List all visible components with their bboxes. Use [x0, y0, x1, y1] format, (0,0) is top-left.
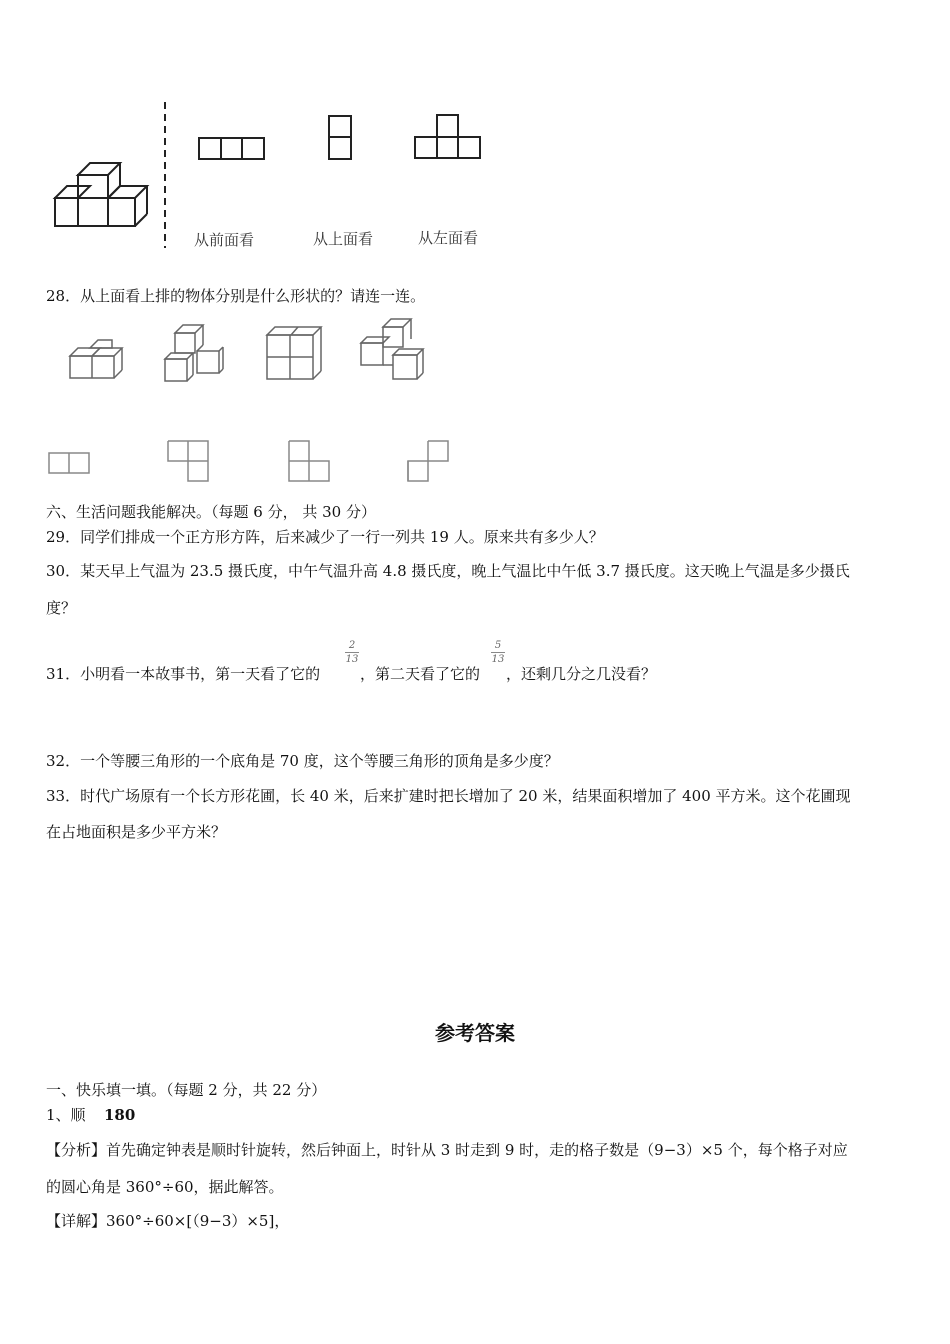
left-view-label: 从左面看	[418, 229, 479, 247]
front-view-figure	[198, 137, 266, 161]
top-view-label: 从上面看	[313, 230, 374, 248]
shape-option-4	[407, 438, 451, 484]
answers-title: 参考答案	[435, 1021, 515, 1045]
analysis-line2: 的圆心角是 360°÷60，据此解答。	[46, 1178, 284, 1196]
question-31-part2: ，第二天看了它的	[360, 665, 481, 683]
analysis-line1: 【分析】首先确定钟表是顺时针旋转，然后钟面上，时针从 3 时走到 9 时，走的格子数是（9−3）×5 个，每个格子对应	[46, 1141, 848, 1159]
shape-option-1	[48, 451, 92, 475]
question-31-part1: 31．小明看一本故事书，第一天看了它的	[46, 665, 321, 683]
solid-figure-1	[68, 338, 124, 380]
fraction-5-13	[491, 640, 505, 665]
shape-option-3	[288, 438, 332, 484]
question-30-line2: 度？	[46, 599, 77, 617]
top-view-figure	[328, 115, 354, 161]
fraction-2-13	[345, 640, 359, 665]
question-32: 32．一个等腰三角形的一个底角是 70 度，这个等腰三角形的顶角是多少度？	[46, 752, 559, 770]
question-28: 28．从上面看上排的物体分别是什么形状的？请连一连。	[46, 287, 426, 305]
section-6-heading: 六、生活问题我能解决。（每题 6 分， 共 30 分）	[46, 503, 376, 521]
question-29: 29．同学们排成一个正方形方阵，后来减少了一行一列共 19 人。原来共有多少人？	[46, 528, 604, 546]
fraction-2-numerator: 5	[494, 640, 502, 651]
question-33-line1: 33．时代广场原有一个长方形花圃，长 40 米，后来扩建时把长增加了 20 米，结果面积增加了 400 平方米。这个花圃现	[46, 787, 851, 805]
question-33-line2: 在占地面积是多少平方米？	[46, 823, 227, 841]
fraction-2-denominator: 13	[491, 654, 505, 665]
answers-section-1-heading: 一、快乐填一填。（每题 2 分，共 22 分）	[46, 1081, 327, 1099]
question-31-part3: ，还剩几分之几没看？	[506, 665, 657, 683]
left-view-figure	[414, 114, 482, 160]
fraction-1-numerator: 2	[348, 640, 356, 651]
detail-line: 【详解】360°÷60×[（9−3）×5]，	[46, 1212, 290, 1230]
solid-figure-2	[163, 323, 225, 383]
front-view-label: 从前面看	[194, 231, 255, 249]
answer-1-value: 180	[104, 1106, 136, 1124]
answer-1-label: 1、顺	[46, 1106, 86, 1124]
block-solid-figure	[50, 155, 160, 235]
solid-figure-4	[359, 317, 425, 381]
question-30-line1: 30．某天早上气温为 23.5 摄氏度，中午气温升高 4.8 摄氏度，晚上气温比中午低 3.7 摄氏度。这天晚上气温是多少摄氏	[46, 562, 850, 580]
dashed-divider	[160, 102, 170, 248]
solid-figure-3	[265, 325, 323, 383]
shape-option-2	[167, 438, 211, 484]
fraction-1-denominator: 13	[345, 654, 359, 665]
